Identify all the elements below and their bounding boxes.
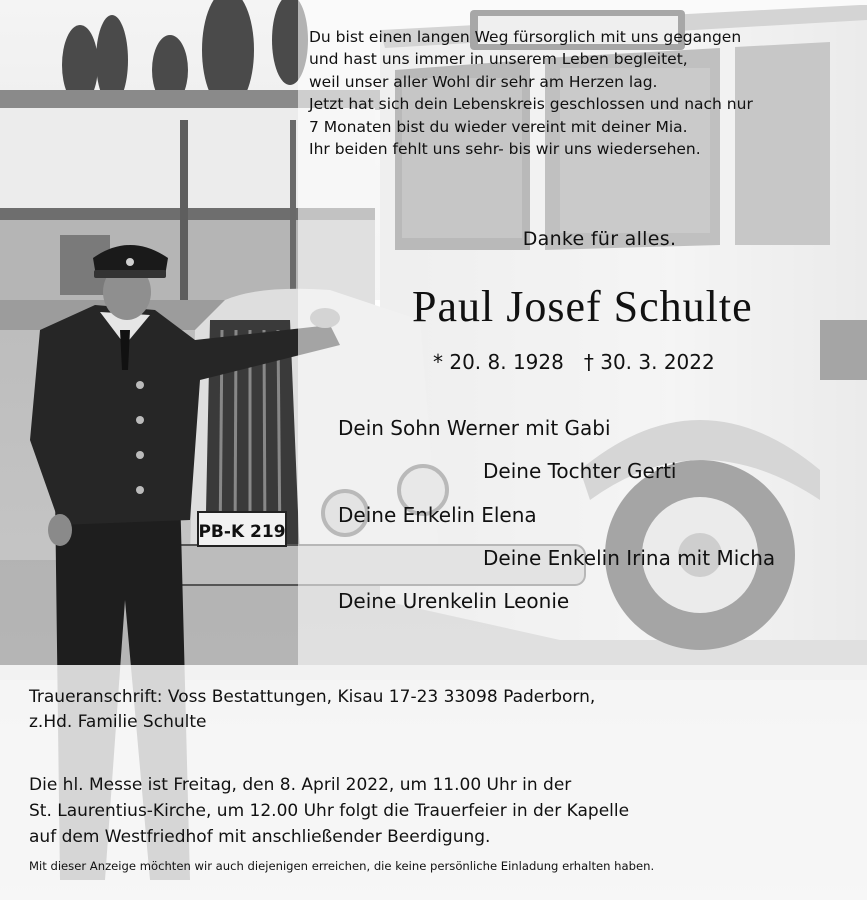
poem-line: und hast uns immer in unserem Leben begleitet, [309,50,688,69]
family-member: Deine Enkelin Irina mit Micha [483,546,776,570]
poem-line: weil unser aller Wohl dir sehr am Herzen lag. [309,72,658,91]
poem-line: Du bist einen langen Weg fürsorglich mit uns gegangen [309,28,742,46]
poem-line: Jetzt hat sich dein Lebenskreis geschlossen und nach nur [309,95,753,114]
family-member: Deine Enkelin Elena [338,503,537,527]
address-line: z.Hd. Familie Schulte [29,712,207,732]
mourning-address [29,685,595,735]
life-dates [433,350,715,374]
family-member: Deine Urenkelin Leonie [338,589,570,613]
family-member: Dein Sohn Werner mit Gabi [338,416,611,440]
deceased-name: Paul Josef Schulte [412,282,753,331]
family-member: Deine Tochter Gerti [483,459,677,483]
memorial-poem [309,26,753,160]
thanks-text: Danke für alles. [522,228,677,250]
service-line: St. Laurentius-Kirche, um 12.00 Uhr folgt die Trauerfeier in der Kapelle [29,801,630,821]
poem-line: Ihr beiden fehlt uns sehr- bis wir uns wiedersehen. [309,140,701,159]
death-date: † 30. 3. 2022 [583,350,715,374]
thanks-line [0,228,867,250]
address-line: Traueranschrift: Voss Bestattungen, Kisau 17-23 33098 Paderborn, [29,687,596,707]
birth-date: * 20. 8. 1928 [433,350,564,374]
service-line: auf dem Westfriedhof mit anschließender Beerdigung. [29,827,491,847]
service-info [29,772,629,850]
license-plate-text: PB-K 219 [198,522,286,542]
poem-line: 7 Monaten bist du wieder vereint mit deiner Mia. [309,117,688,136]
service-line: Die hl. Messe ist Freitag, den 8. April 2022, um 11.00 Uhr in der [29,775,572,795]
footnote: Mit dieser Anzeige möchten wir auch diejenigen erreichen, die keine persönliche Einladung erhalten haben. [29,859,655,873]
